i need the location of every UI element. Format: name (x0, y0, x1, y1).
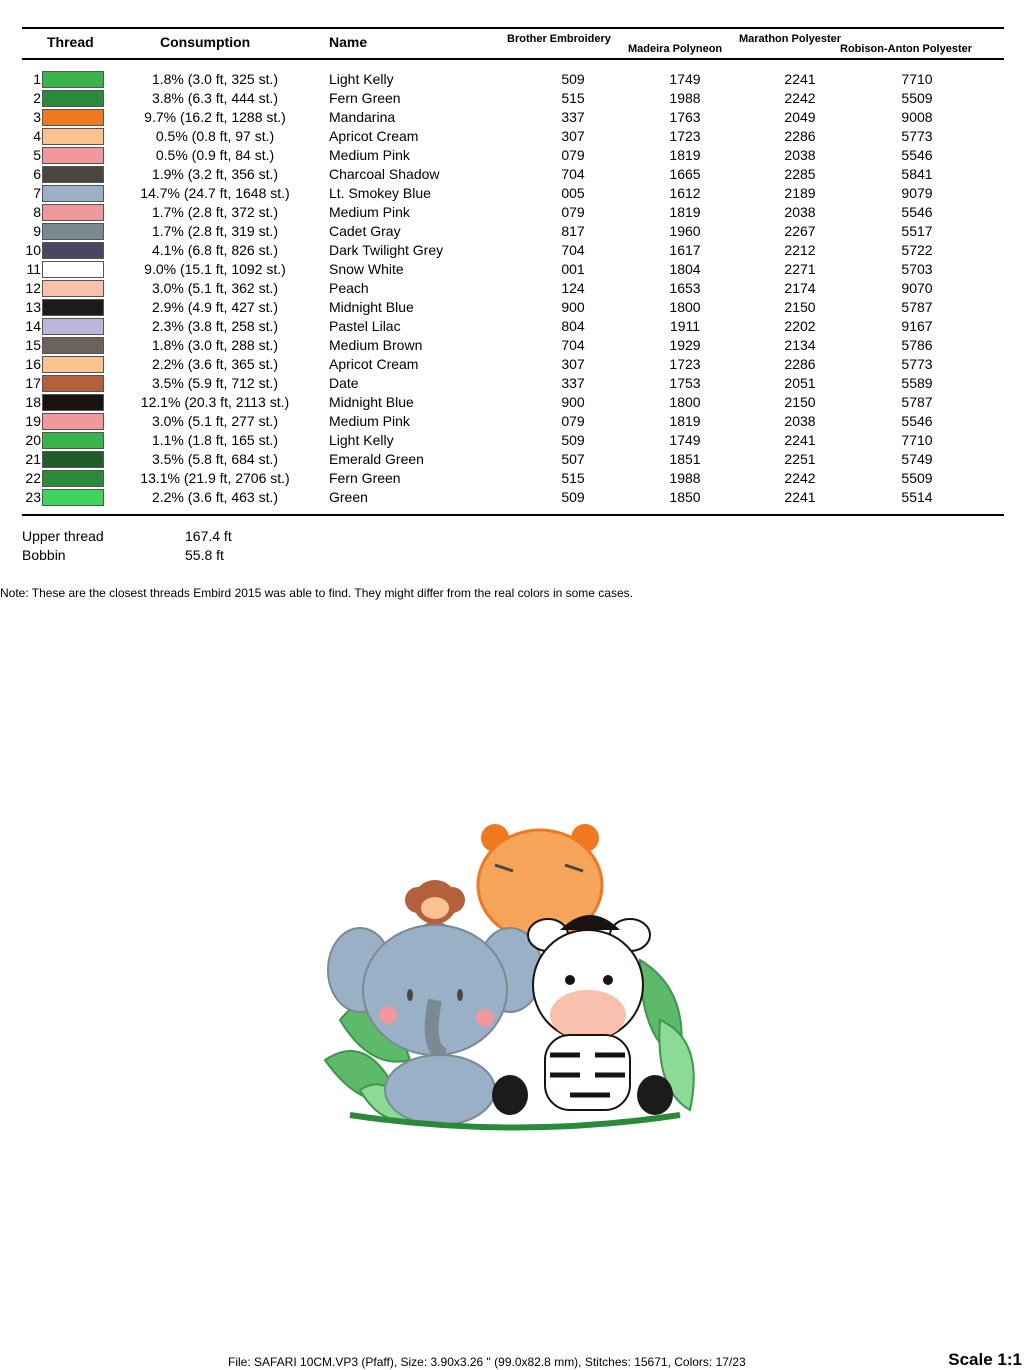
thread-consumption: 4.1% (6.8 ft, 826 st.) (151, 242, 279, 258)
thread-number: 9 (33, 223, 41, 239)
header-name: Name (329, 34, 368, 50)
brother-code: 307 (561, 356, 585, 372)
robison-code: 5546 (901, 413, 933, 429)
thread-name: Emerald Green (329, 451, 424, 467)
madeira-code: 1819 (669, 413, 701, 429)
thread-number: 15 (25, 337, 41, 353)
thread-number: 7 (33, 185, 41, 201)
marathon-code: 2285 (784, 166, 816, 182)
brother-code: 515 (561, 90, 585, 106)
robison-code: 5514 (901, 489, 933, 505)
table-row (0, 431, 1024, 450)
brother-code: 079 (561, 204, 585, 220)
brother-code: 005 (561, 185, 585, 201)
upper-thread-value: 167.4 ft (185, 528, 232, 544)
table-row (0, 412, 1024, 431)
madeira-code: 1819 (669, 147, 701, 163)
table-row (0, 393, 1024, 412)
marathon-code: 2286 (784, 356, 816, 372)
brother-code: 001 (561, 261, 585, 277)
robison-code: 5786 (901, 337, 933, 353)
thread-consumption: 9.7% (16.2 ft, 1288 st.) (144, 109, 286, 125)
table-row (0, 336, 1024, 355)
table-row (0, 203, 1024, 222)
table-row (0, 146, 1024, 165)
marathon-code: 2134 (784, 337, 816, 353)
thread-consumption: 2.9% (4.9 ft, 427 st.) (151, 299, 279, 315)
thread-name: Apricot Cream (329, 356, 419, 372)
brother-code: 079 (561, 413, 585, 429)
madeira-code: 1653 (669, 280, 701, 296)
thread-number: 1 (33, 71, 41, 87)
robison-code: 5589 (901, 375, 933, 391)
brother-code: 704 (561, 166, 585, 182)
thread-color-swatch (42, 394, 104, 411)
thread-name: Medium Pink (329, 204, 410, 220)
madeira-code: 1911 (669, 318, 701, 334)
table-bottom-rule (22, 514, 1004, 516)
thread-consumption: 3.8% (6.3 ft, 444 st.) (151, 90, 279, 106)
thread-name: Pastel Lilac (329, 318, 401, 334)
robison-code: 5509 (901, 470, 933, 486)
table-row (0, 469, 1024, 488)
brother-code: 817 (561, 223, 585, 239)
brother-code: 337 (561, 375, 585, 391)
robison-code: 7710 (901, 432, 933, 448)
marathon-code: 2241 (784, 432, 816, 448)
table-row (0, 70, 1024, 89)
marathon-code: 2038 (784, 147, 816, 163)
thread-number: 12 (25, 280, 41, 296)
marathon-code: 2038 (784, 204, 816, 220)
thread-color-swatch (42, 147, 104, 164)
brother-code: 079 (561, 147, 585, 163)
robison-code: 5749 (901, 451, 933, 467)
thread-consumption: 1.8% (3.0 ft, 325 st.) (151, 71, 279, 87)
thread-consumption: 1.9% (3.2 ft, 356 st.) (151, 166, 279, 182)
thread-number: 11 (26, 261, 41, 277)
table-row (0, 241, 1024, 260)
thread-name: Midnight Blue (329, 299, 414, 315)
thread-consumption: 14.7% (24.7 ft, 1648 st.) (140, 185, 290, 201)
robison-code: 7710 (901, 71, 933, 87)
thread-name: Light Kelly (329, 71, 394, 87)
thread-name: Midnight Blue (329, 394, 414, 410)
thread-color-swatch (42, 223, 104, 240)
thread-name: Light Kelly (329, 432, 394, 448)
robison-code: 5787 (901, 299, 933, 315)
thread-color-swatch (42, 109, 104, 126)
madeira-code: 1988 (669, 90, 701, 106)
thread-consumption: 3.0% (5.1 ft, 277 st.) (151, 413, 279, 429)
thread-name: Snow White (329, 261, 404, 277)
thread-color-swatch (42, 204, 104, 221)
thread-consumption: 3.5% (5.8 ft, 684 st.) (151, 451, 279, 467)
thread-color-swatch (42, 90, 104, 107)
thread-name: Charcoal Shadow (329, 166, 440, 182)
thread-name: Mandarina (329, 109, 396, 125)
thread-consumption: 0.5% (0.9 ft, 84 st.) (155, 147, 275, 163)
madeira-code: 1665 (669, 166, 701, 182)
table-row (0, 184, 1024, 203)
table-row (0, 355, 1024, 374)
thread-consumption: 2.3% (3.8 ft, 258 st.) (151, 318, 279, 334)
thread-color-swatch (42, 375, 104, 392)
thread-consumption: 0.5% (0.8 ft, 97 st.) (155, 128, 275, 144)
thread-color-swatch (42, 356, 104, 373)
brother-code: 124 (561, 280, 585, 296)
thread-note: Note: These are the closest threads Embird 2015 was able to find. They might differ from the real colors in some cases. (0, 586, 633, 600)
brother-code: 900 (561, 394, 585, 410)
file-info-footer: File: SAFARI 10CM.VP3 (Pfaff), Size: 3.90x3.26 " (99.0x82.8 mm), Stitches: 15671, Colors: 17/23 (228, 1355, 746, 1369)
thread-number: 16 (25, 356, 41, 372)
madeira-code: 1929 (669, 337, 701, 353)
madeira-code: 1800 (669, 299, 701, 315)
brother-code: 900 (561, 299, 585, 315)
thread-name: Date (329, 375, 359, 391)
thread-color-swatch (42, 318, 104, 335)
header-robison: Robison-Anton Polyester (840, 43, 973, 55)
thread-name: Dark Twilight Grey (329, 242, 444, 258)
table-top-rule (22, 27, 1004, 29)
table-row (0, 222, 1024, 241)
table-row (0, 279, 1024, 298)
marathon-code: 2212 (784, 242, 816, 258)
brother-code: 509 (561, 71, 585, 87)
robison-code: 5546 (901, 204, 933, 220)
thread-consumption: 1.7% (2.8 ft, 372 st.) (151, 204, 279, 220)
thread-name: Apricot Cream (329, 128, 419, 144)
thread-name: Green (329, 489, 368, 505)
marathon-code: 2286 (784, 128, 816, 144)
marathon-code: 2241 (784, 71, 816, 87)
brother-code: 704 (561, 337, 585, 353)
table-row (0, 260, 1024, 279)
thread-consumption: 13.1% (21.9 ft, 2706 st.) (140, 470, 290, 486)
thread-number: 6 (33, 166, 41, 182)
robison-code: 5773 (901, 128, 933, 144)
embroidery-preview-image (320, 820, 710, 1140)
table-row (0, 450, 1024, 469)
thread-color-swatch (42, 299, 104, 316)
marathon-code: 2202 (784, 318, 816, 334)
marathon-code: 2241 (784, 489, 816, 505)
thread-name: Fern Green (329, 470, 401, 486)
robison-code: 9167 (901, 318, 933, 334)
table-row (0, 298, 1024, 317)
madeira-code: 1763 (669, 109, 701, 125)
marathon-code: 2242 (784, 90, 816, 106)
header-thread: Thread (47, 34, 94, 50)
thread-number: 14 (25, 318, 41, 334)
thread-color-swatch (42, 432, 104, 449)
thread-number: 22 (25, 470, 41, 486)
marathon-code: 2174 (784, 280, 816, 296)
thread-consumption: 3.0% (5.1 ft, 362 st.) (151, 280, 279, 296)
robison-code: 5517 (901, 223, 933, 239)
thread-consumption: 3.5% (5.9 ft, 712 st.) (151, 375, 279, 391)
marathon-code: 2251 (784, 451, 816, 467)
thread-name: Fern Green (329, 90, 401, 106)
upper-thread-label: Upper thread (22, 528, 104, 544)
thread-consumption: 1.1% (1.8 ft, 165 st.) (151, 432, 279, 448)
brother-code: 307 (561, 128, 585, 144)
thread-number: 5 (33, 147, 41, 163)
madeira-code: 1749 (669, 432, 701, 448)
madeira-code: 1612 (669, 185, 701, 201)
robison-code: 5703 (901, 261, 933, 277)
table-row (0, 108, 1024, 127)
thread-consumption: 2.2% (3.6 ft, 365 st.) (151, 356, 279, 372)
marathon-code: 2049 (784, 109, 816, 125)
thread-consumption: 1.7% (2.8 ft, 319 st.) (151, 223, 279, 239)
table-row (0, 89, 1024, 108)
brother-code: 515 (561, 470, 585, 486)
robison-code: 9008 (901, 109, 933, 125)
marathon-code: 2051 (784, 375, 816, 391)
marathon-code: 2271 (784, 261, 816, 277)
bobbin-label: Bobbin (22, 547, 66, 563)
thread-name: Peach (329, 280, 369, 296)
table-row (0, 127, 1024, 146)
robison-code: 5509 (901, 90, 933, 106)
thread-number: 13 (25, 299, 41, 315)
robison-code: 5722 (901, 242, 933, 258)
madeira-code: 1749 (669, 71, 701, 87)
robison-code: 5787 (901, 394, 933, 410)
marathon-code: 2242 (784, 470, 816, 486)
thread-number: 10 (25, 242, 41, 258)
thread-name: Lt. Smokey Blue (329, 185, 431, 201)
madeira-code: 1851 (669, 451, 701, 467)
thread-color-swatch (42, 470, 104, 487)
thread-name: Medium Pink (329, 413, 410, 429)
madeira-code: 1723 (669, 356, 701, 372)
thread-name: Medium Brown (329, 337, 423, 353)
thread-color-swatch (42, 71, 104, 88)
thread-consumption: 12.1% (20.3 ft, 2113 st.) (140, 394, 290, 410)
robison-code: 5841 (901, 166, 933, 182)
bobbin-value: 55.8 ft (185, 547, 224, 563)
marathon-code: 2189 (784, 185, 816, 201)
thread-number: 3 (33, 109, 41, 125)
thread-consumption: 1.8% (3.0 ft, 288 st.) (151, 337, 279, 353)
thread-name: Cadet Gray (329, 223, 401, 239)
robison-code: 5546 (901, 147, 933, 163)
brother-code: 704 (561, 242, 585, 258)
marathon-code: 2150 (784, 299, 816, 315)
brother-code: 804 (561, 318, 585, 334)
thread-color-swatch (42, 451, 104, 468)
brother-code: 509 (561, 489, 585, 505)
thread-number: 8 (33, 204, 41, 220)
robison-code: 5773 (901, 356, 933, 372)
thread-color-swatch (42, 261, 104, 278)
header-brother: Brother Embroidery (507, 33, 611, 45)
madeira-code: 1804 (669, 261, 701, 277)
table-row (0, 488, 1024, 507)
madeira-code: 1819 (669, 204, 701, 220)
thread-color-swatch (42, 185, 104, 202)
thread-number: 17 (25, 375, 41, 391)
madeira-code: 1850 (669, 489, 701, 505)
header-bottom-rule (22, 58, 1004, 60)
marathon-code: 2267 (784, 223, 816, 239)
scale-label: Scale 1:1 (948, 1350, 1022, 1369)
thread-color-swatch (42, 413, 104, 430)
brother-code: 507 (561, 451, 585, 467)
robison-code: 9070 (901, 280, 933, 296)
thread-color-swatch (42, 280, 104, 297)
thread-name: Medium Pink (329, 147, 410, 163)
thread-number: 20 (25, 432, 41, 448)
thread-color-swatch (42, 128, 104, 145)
madeira-code: 1960 (669, 223, 701, 239)
madeira-code: 1988 (669, 470, 701, 486)
thread-number: 18 (25, 394, 41, 410)
table-row (0, 317, 1024, 336)
marathon-code: 2150 (784, 394, 816, 410)
header-madeira: Madeira Polyneon (628, 43, 723, 55)
thread-number: 23 (25, 489, 41, 505)
thread-color-swatch (42, 166, 104, 183)
madeira-code: 1723 (669, 128, 701, 144)
madeira-code: 1617 (669, 242, 701, 258)
thread-number: 2 (33, 90, 41, 106)
thread-number: 19 (25, 413, 41, 429)
thread-number: 21 (25, 451, 41, 467)
madeira-code: 1753 (669, 375, 701, 391)
robison-code: 9079 (901, 185, 933, 201)
thread-color-swatch (42, 337, 104, 354)
header-consumption: Consumption (160, 34, 251, 50)
brother-code: 337 (561, 109, 585, 125)
thread-consumption: 2.2% (3.6 ft, 463 st.) (151, 489, 279, 505)
thread-number: 4 (33, 128, 41, 144)
header-marathon: Marathon Polyester (739, 33, 842, 45)
marathon-code: 2038 (784, 413, 816, 429)
table-row (0, 374, 1024, 393)
thread-color-swatch (42, 489, 104, 506)
madeira-code: 1800 (669, 394, 701, 410)
brother-code: 509 (561, 432, 585, 448)
table-row (0, 165, 1024, 184)
thread-color-swatch (42, 242, 104, 259)
thread-consumption: 9.0% (15.1 ft, 1092 st.) (144, 261, 286, 277)
